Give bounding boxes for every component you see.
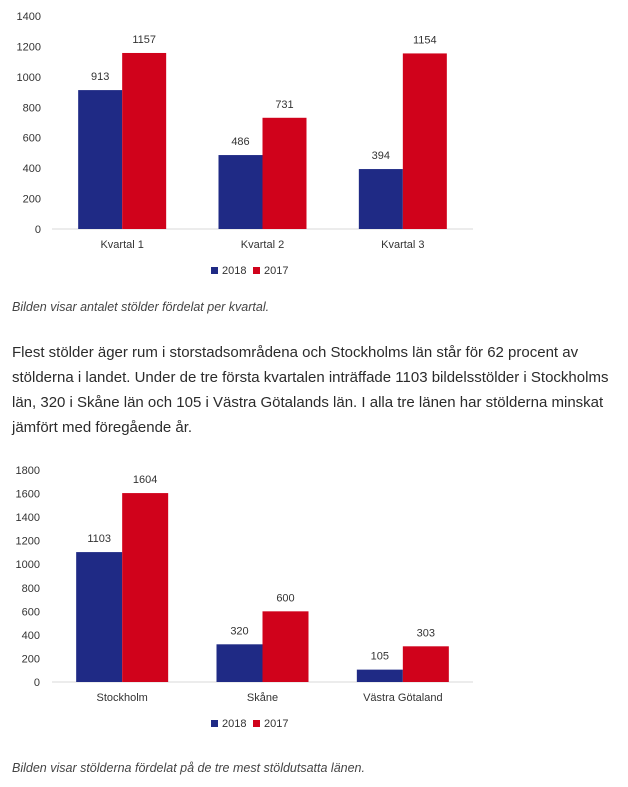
legend <box>211 718 288 730</box>
y-tick-label: 200 <box>21 653 40 666</box>
legend-label: 2017 <box>264 718 289 730</box>
category-label: Kvartal 3 <box>381 239 425 251</box>
legend-label: 2017 <box>264 265 289 277</box>
data-label: 303 <box>416 627 436 640</box>
chart-thefts-per-quarter <box>0 0 480 285</box>
data-label: 913 <box>90 71 110 84</box>
y-tick-label: 1800 <box>15 465 40 477</box>
bar-chart-svg <box>0 0 480 285</box>
bar-2017 <box>122 53 166 229</box>
legend-label: 2018 <box>222 718 247 730</box>
paragraph-line: jämfört med föregående år. <box>12 419 193 436</box>
bar-2018 <box>78 90 122 229</box>
category-label: Stockholm <box>96 692 148 704</box>
chart-caption-counties: Bilden visar stölderna fördelat på de tre mest stöldutsatta länen. <box>12 761 365 775</box>
paragraph-line: Flest stölder äger rum i storstadsområdena och Stockholms län står för 62 procent av <box>12 344 579 361</box>
bar-2018 <box>217 644 263 682</box>
data-label: 600 <box>276 592 295 605</box>
category-label: Västra Götaland <box>363 692 443 704</box>
y-tick-label: 1400 <box>16 11 41 23</box>
data-label: 1154 <box>413 34 437 47</box>
y-tick-label: 1400 <box>15 512 40 525</box>
bar-chart-svg <box>0 457 480 742</box>
legend-swatch-2017 <box>253 267 260 274</box>
body-paragraph <box>12 340 609 440</box>
bar-2018 <box>357 670 403 682</box>
bar-2018 <box>219 155 263 229</box>
y-tick-label: 400 <box>21 629 40 642</box>
paragraph-line: län, 320 i Skåne län och 105 i Västra Götalands län. I alla tre länen har stölderna minskat <box>12 394 604 411</box>
data-label: 1157 <box>132 33 156 46</box>
category-label: Kvartal 1 <box>100 239 144 251</box>
data-label: 1604 <box>132 474 158 487</box>
y-tick-label: 200 <box>22 193 41 206</box>
y-tick-label: 1000 <box>16 71 41 84</box>
data-label: 731 <box>275 98 294 111</box>
y-tick-label: 1600 <box>15 488 40 501</box>
legend <box>211 265 288 277</box>
data-label: 486 <box>231 136 250 149</box>
chart-thefts-per-county <box>0 457 480 742</box>
bar-2017 <box>122 493 168 682</box>
legend-swatch-2018 <box>211 720 218 727</box>
data-label: 320 <box>230 625 249 638</box>
bar-2018 <box>359 169 403 229</box>
bar-2017 <box>403 53 447 229</box>
y-tick-label: 600 <box>22 132 41 145</box>
y-tick-label: 1000 <box>15 559 40 572</box>
legend-label: 2018 <box>222 265 247 277</box>
legend-swatch-2017 <box>253 720 260 727</box>
y-tick-label: 800 <box>21 582 40 595</box>
y-tick-label: 1200 <box>15 535 40 548</box>
legend-swatch-2018 <box>211 267 218 274</box>
paragraph-line: stölderna i landet. Under de tre första kvartalen inträffade 1103 bildelsstölder i Stockholms <box>12 369 609 386</box>
y-tick-label: 1200 <box>16 41 41 54</box>
y-tick-label: 800 <box>22 102 41 115</box>
data-label: 1103 <box>87 533 111 546</box>
y-tick-label: 0 <box>33 677 40 689</box>
y-tick-label: 600 <box>21 606 40 619</box>
bar-2017 <box>263 611 309 682</box>
data-label: 105 <box>370 650 390 663</box>
y-tick-label: 400 <box>22 163 41 176</box>
category-label: Kvartal 2 <box>240 239 285 251</box>
data-label: 394 <box>371 150 391 163</box>
y-tick-label: 0 <box>34 224 41 236</box>
category-label: Skåne <box>246 692 279 704</box>
bar-2018 <box>76 552 122 682</box>
bar-2017 <box>263 118 307 229</box>
chart-caption-quarters: Bilden visar antalet stölder fördelat per kvartal. <box>12 300 270 314</box>
bar-2017 <box>403 646 449 682</box>
